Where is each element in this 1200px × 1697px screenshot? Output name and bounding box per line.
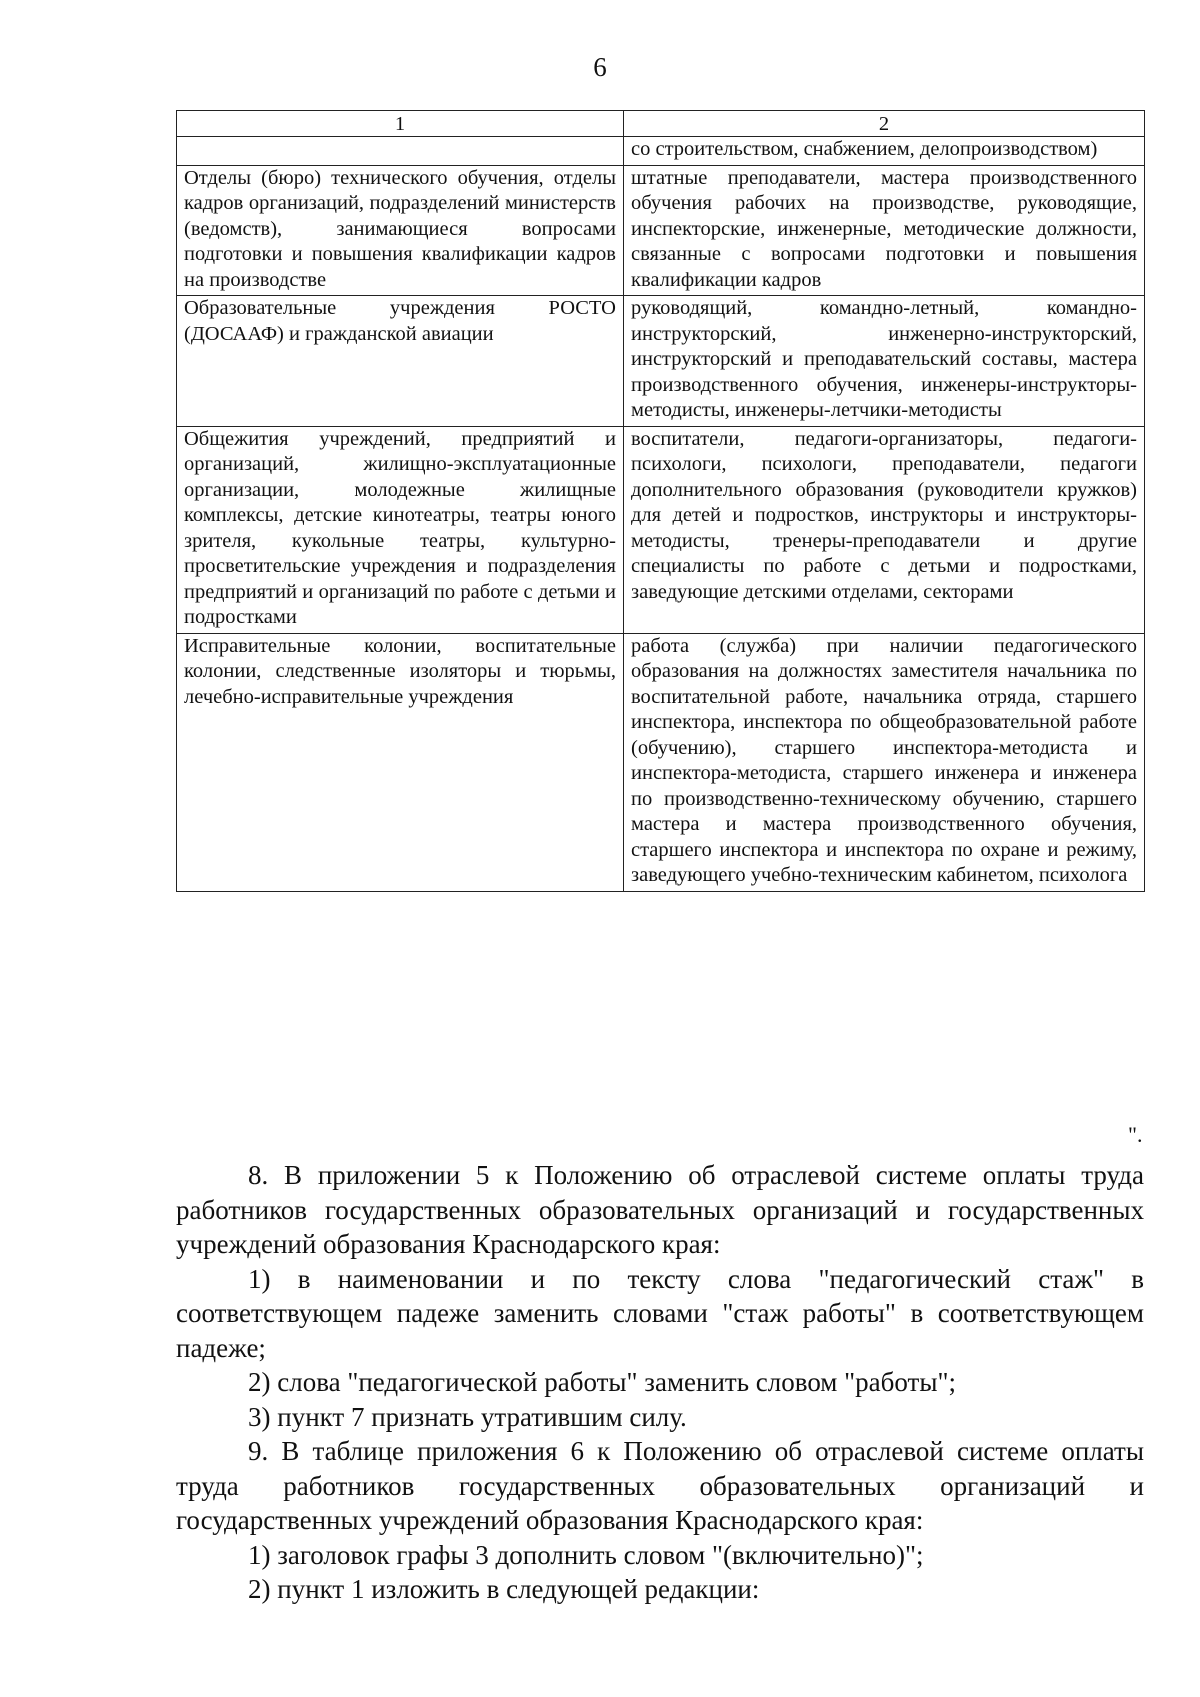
position-cell: воспитатели, педагоги-организаторы, педагоги-психологи, психологи, преподаватели, педагоги дополнительного образования (руководители кружков) для детей и подростков, инструкторы и инструкторы-методисты, тренеры-преподаватели и другие специалисты по работе с детьми и подростками, заведующие детскими отделами, секторами <box>624 426 1145 633</box>
table-row <box>177 633 1145 891</box>
column-header-1: 1 <box>177 111 624 137</box>
paragraph-8: 8. В приложении 5 к Положению об отраслевой системе оплаты труда работников государственных образовательных организаций и государственных учреждений образования Краснодарского края: <box>176 1160 1144 1259</box>
paragraph-9: 9. В таблице приложения 6 к Положению об отраслевой системе оплаты труда работников государственных образовательных организаций и государственных учреждений образования Краснодарского края: <box>176 1436 1144 1535</box>
institution-cell <box>177 137 624 166</box>
table-closing-quote: ". <box>1128 1122 1143 1147</box>
table-header-row <box>177 111 1145 137</box>
subparagraph: 1) заголовок графы 3 дополнить словом "(включительно)"; <box>248 1539 924 1570</box>
subparagraph: 2) пункт 1 изложить в следующей редакции: <box>248 1574 760 1604</box>
subparagraph: 3) пункт 7 признать утратившим силу. <box>248 1401 687 1432</box>
table-row <box>177 165 1145 296</box>
table-row <box>177 426 1145 633</box>
institution-cell: Образовательные учреждения РОСТО (ДОСААФ) и гражданской авиации <box>177 296 624 427</box>
subparagraph: 1) в наименовании и по тексту слова "педагогический стаж" в соответствующем падеже заменить словами "стаж работы" в соответствующем падеже; <box>176 1263 1144 1363</box>
document-body <box>176 1158 1144 1607</box>
positions-table <box>176 110 1145 892</box>
institution-cell: Отделы (бюро) технического обучения, отделы кадров организаций, подразделений министерств (ведомств), занимающиеся вопросами подготовки и повышения квалификации кадров на производстве <box>177 165 624 296</box>
position-cell: штатные преподаватели, мастера производственного обучения рабочих на производстве, руководящие, инспекторские, инженерные, методические должности, связанные с вопросами подготовки и повышения квалификации кадров <box>624 165 1145 296</box>
position-cell: работа (служба) при наличии педагогического образования на должностях заместителя начальника по воспитательной работе, начальника отряда, старшего инспектора, инспектора по общеобразовательной работе (обучению), старшего инспектора-методиста и инспектора-методиста, старшего инженера и инженера по производственно-техническому обучению, старшего мастера и мастера производственного обучения, старшего инспектора и инспектора по охране и режиму, заведующего учебно-техническим кабинетом, психолога <box>624 633 1145 891</box>
position-cell: со строительством, снабжением, делопроизводством) <box>624 137 1145 166</box>
institution-cell: Общежития учреждений, предприятий и организаций, жилищно-эксплуатационные организации, молодежные жилищные комплексы, детские кинотеатры, театры юного зрителя, кукольные театры, культурно-просветительские учреждения и подразделения предприятий и организаций по работе с детьми и подростками <box>177 426 624 633</box>
institution-cell: Исправительные колонии, воспитательные колонии, следственные изоляторы и тюрьмы, лечебно-исправительные учреждения <box>177 633 624 891</box>
position-cell: руководящий, командно-летный, командно-инструкторский, инженерно-инструкторский, инструкторский и преподавательский составы, мастера производственного обучения, инженеры-инструкторы-методисты, инженеры-летчики-методисты <box>624 296 1145 427</box>
page-number: 6 <box>593 52 607 82</box>
subparagraph: 2) слова "педагогической работы" заменить словом "работы"; <box>248 1367 956 1397</box>
column-header-2: 2 <box>624 111 1145 137</box>
table-row <box>177 296 1145 427</box>
table-row <box>177 137 1145 166</box>
